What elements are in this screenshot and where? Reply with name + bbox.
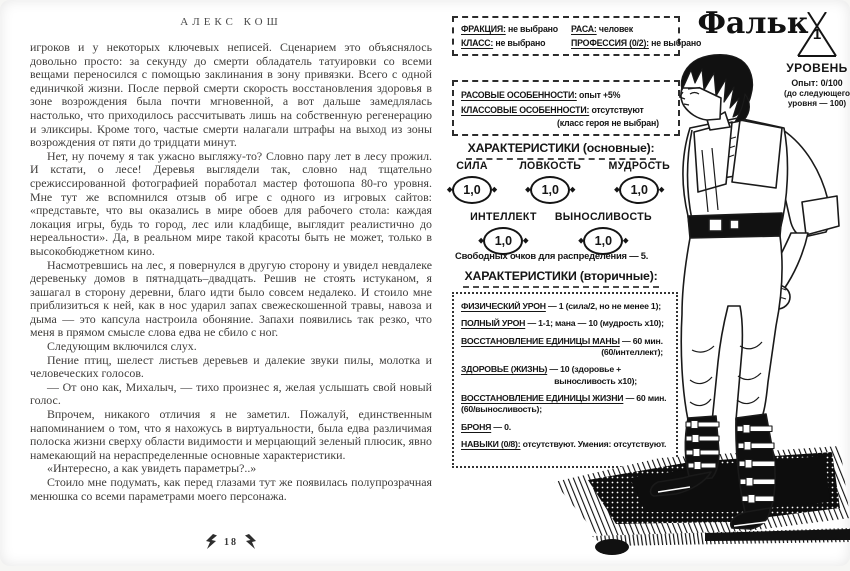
- fraction-field: [461, 24, 571, 34]
- paragraph: игроков и у некоторых ключевых неписей. Сценарием это объяснялось довольно просто: за секунду до смерти обладатель татуировки со всеми вещами переносился с помощью заклинания в зону привязки. Всего с одной единичкой жизни. После первой смерти скорость восстановления здоровья в зоне возрождения была почти мгновенной, а вот дальше замедлялась настолько, что приходилось рассчитывать лишь на собственную регенерацию и эликсиры. Кроме того, частые смерти налагали штрафы на выход из зоны возрождения от пяти до тридцати минут.: [30, 40, 432, 150]
- stat-line-full-damage: ПОЛНЫЙ УРОН — 1-1; мана — 10 (мудрость x10);: [461, 318, 664, 329]
- lightning-icon: [206, 534, 217, 550]
- stat-wisdom: МУДРОСТЬ ◆ 1,0 ◆: [609, 160, 670, 204]
- stat-value-badge: ◆ 1,0 ◆: [483, 227, 523, 255]
- paragraph: Следующим включился слух.: [47, 339, 197, 354]
- level-value: 1: [812, 26, 822, 43]
- page-footer: [30, 534, 432, 550]
- diamond-icon: ◆: [622, 237, 629, 245]
- level-label: УРОВЕНЬ: [786, 61, 848, 75]
- profession-label: ПРОФЕССИЯ (0/2):: [571, 38, 649, 48]
- character-illustration: [540, 50, 850, 566]
- stat-line-armor: БРОНЯ — 0.: [461, 421, 511, 432]
- character-sheet: [448, 0, 850, 566]
- diamond-icon: ◆: [447, 186, 453, 194]
- stat-value-badge: ◆ 1,0 ◆: [530, 176, 570, 204]
- stat-line-mana-regen: ВОССТАНОВЛЕНИЕ ЕДИНИЦЫ МАНЫ — 60 мин. (60/интеллект);: [461, 335, 663, 357]
- race-label: РАСА:: [571, 24, 597, 34]
- diamond-icon: ◆: [578, 237, 584, 245]
- stat-line-skills: НАВЫКИ (0/8): отсутствуют. Умения: отсутствуют.: [461, 438, 667, 449]
- experience-note: (до следующего уровня — 100): [784, 89, 850, 109]
- class-features-label: КЛАССОВЫЕ ОСОБЕННОСТИ:: [461, 105, 590, 116]
- paragraph: Стоило мне подумать, как перед глазами тут же появилась полупрозрачная менюшка со всеми параметрами моего персонажа.: [30, 475, 432, 503]
- character-name: Фальк: [697, 6, 809, 41]
- diamond-icon: ◆: [525, 186, 531, 194]
- paragraph: Впрочем, никакого отличия я не заметил. Пожалуй, единственным напоминанием о том, что я нахожусь в виртуальности, была едва различимая полоска жизни сверху области видимости и мерцающий зеленый плюсик, явно намекающий на нераспределенные основные характеристики.: [30, 407, 432, 462]
- class-value: не выбрано: [495, 38, 546, 48]
- running-header: АЛЕКС КОШ: [180, 16, 282, 28]
- class-label: КЛАСС:: [461, 38, 494, 48]
- left-page: [30, 6, 432, 562]
- primary-stats-header: ХАРАКТЕРИСТИКИ (основные):: [448, 139, 674, 160]
- profession-value: не выбрано: [651, 38, 702, 48]
- paragraph: Насмотревшись на лес, я повернулся в другую сторону и увидел невдалеке деревеньку домов в пятнадцать–двадцать. Решив не стоять истуканом, я зашагал в сторону деревни, благо идти было совсем недалеко. И стоило мне приблизиться к ней, как в нос ударил запах свежескошенной травы, навоза и дыма — это капсула настроила обоняние. Запахи появились так резко, что меня в прямом смысле слова едва не сбило с ног.: [30, 257, 432, 340]
- stat-strength: СИЛА ◆ 1,0 ◆: [452, 160, 492, 204]
- diamond-icon: ◆: [658, 186, 665, 194]
- race-field: [571, 24, 701, 34]
- racial-features-value: опыт +5%: [579, 90, 621, 100]
- stat-line-health: ЗДОРОВЬЕ (ЖИЗНЬ) — 10 (здоровье + выносливость x10);: [461, 364, 637, 386]
- class-field: [461, 38, 571, 48]
- paragraph: «Интересно, а как увидеть параметры?..»: [47, 461, 257, 476]
- race-value: человек: [598, 24, 633, 34]
- diamond-icon: ◆: [478, 237, 484, 245]
- diamond-icon: ◆: [491, 186, 497, 194]
- stat-endurance: ВЫНОСЛИВОСТЬ ◆ 1,0 ◆: [555, 211, 652, 255]
- diamond-icon: ◆: [614, 186, 620, 194]
- free-points-note: Свободных очков для распределения — 5.: [455, 250, 649, 261]
- stat-intellect: ИНТЕЛЛЕКТ ◆ 1,0 ◆: [470, 211, 537, 255]
- stat-value-badge: ◆ 1,0 ◆: [619, 176, 659, 204]
- fraction-label: ФРАКЦИЯ:: [461, 24, 506, 34]
- stat-value-badge: ◆ 1,0 ◆: [583, 227, 623, 255]
- stat-line-health-regen: ВОССТАНОВЛЕНИЕ ЕДИНИЦЫ ЖИЗНИ — 60 мин. (60/выносливость);: [461, 392, 667, 415]
- class-features-note: (класс героя не выбран): [557, 117, 659, 128]
- stat-agility: ЛОВКОСТЬ ◆ 1,0 ◆: [519, 160, 581, 204]
- stat-value-badge: ◆ 1,0 ◆: [452, 176, 492, 204]
- class-features-value: отсутствуют: [591, 105, 644, 116]
- paragraph: — От оно как, Михалыч, — тихо произнес я, желая услышать свой новый голос.: [30, 379, 432, 408]
- diamond-icon: ◆: [569, 186, 576, 194]
- fraction-value: не выбрано: [507, 24, 558, 34]
- lightning-icon: [245, 534, 256, 550]
- profession-field: [571, 38, 701, 48]
- diamond-icon: ◆: [523, 237, 529, 245]
- secondary-stats-header: ХАРАКТЕРИСТИКИ (вторичные):: [448, 267, 674, 288]
- paragraph: Пение птиц, шелест листьев деревьев и далекие звуки пилы, молотка и человеческих голосов.: [30, 352, 432, 381]
- body-text: [30, 41, 432, 503]
- page-number: 18: [224, 536, 238, 548]
- experience-value: Опыт: 0/100: [791, 78, 843, 88]
- paragraph: Нет, ну почему я так ужасно выгляжу-то? Словно пару лет в лесу прожил. И кстати, о лесе! Деревья выглядели так, словно над тщательно срежиссированной фотографией поработал мастер фотошопа 80-го уровня. Мне тут же вспомнился отзыв об игре с одного из игровых сайтов: «представьте, что вы оказались в мире обоев для рабочего стола: каждая локация игры, будь то город, лес или кладбище, выглядит реалистично до нереальности». Да, в реальном мире такой красоты быть не может, только в высокобюджетном кино.: [30, 148, 432, 258]
- stat-line-physical-damage: ФИЗИЧЕСКИЙ УРОН — 1 (сила/2, но не менее 1);: [461, 301, 661, 311]
- racial-features-label: РАСОВЫЕ ОСОБЕННОСТИ:: [461, 90, 577, 100]
